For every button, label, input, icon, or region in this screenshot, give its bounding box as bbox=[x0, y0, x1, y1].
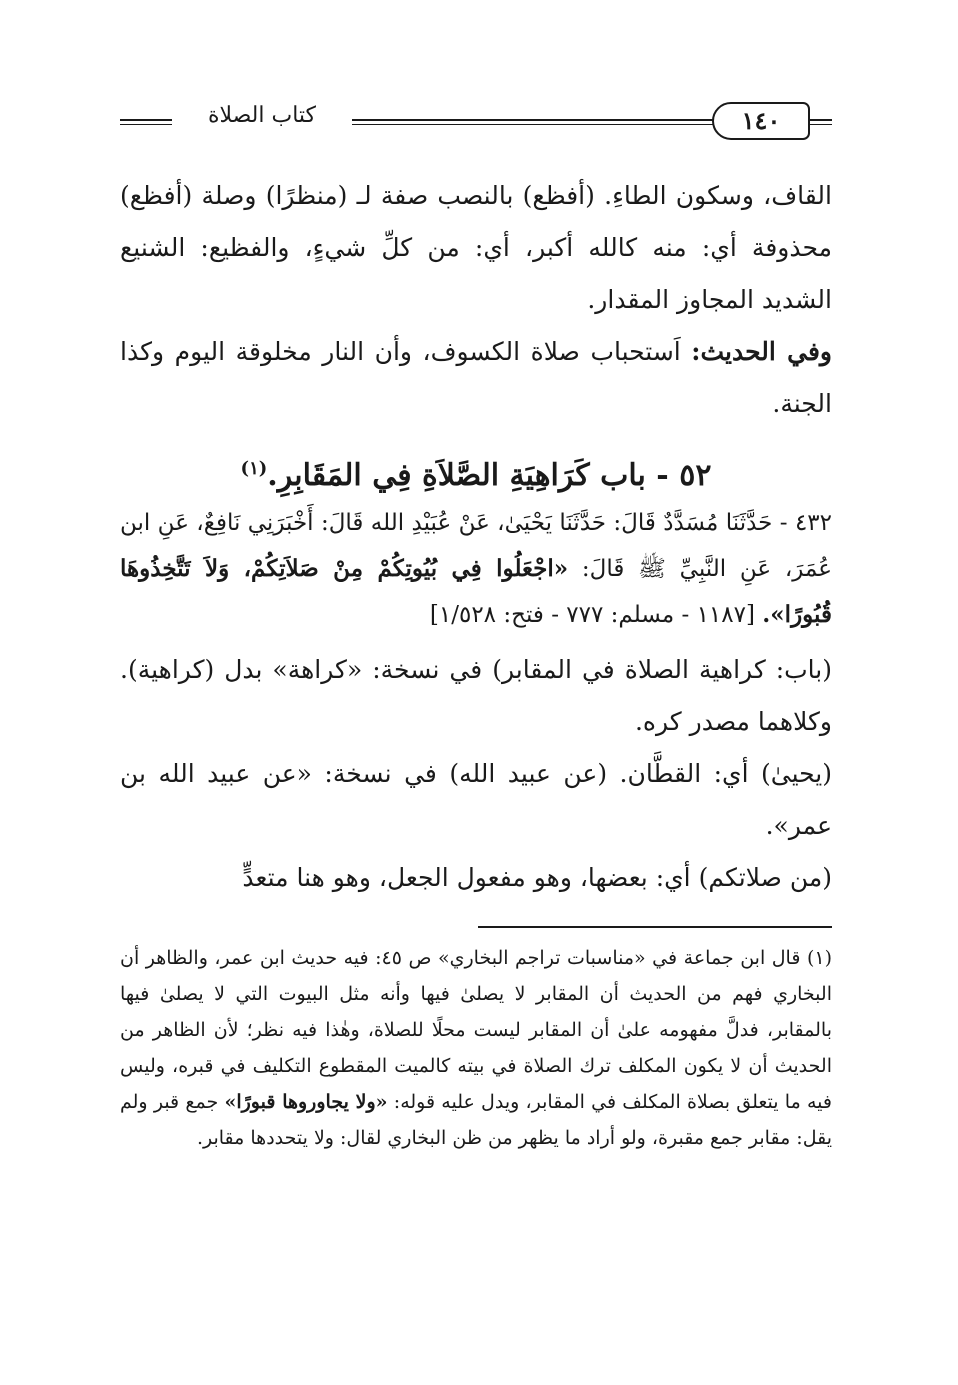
book-title: كتاب الصلاة bbox=[207, 103, 317, 128]
commentary-paragraph: (يحيىٰ) أي: القطَّان. (عن عبيد الله) في نسخة: «عن عبيد الله بن عمر». bbox=[120, 759, 832, 840]
paragraph-text: اَستحباب صلاة الكسوف، وأن النار مخلوقة اليوم وكذا الجنة. bbox=[120, 337, 832, 418]
header-rule-right bbox=[812, 119, 832, 125]
commentary-paragraph: القاف، وسكون الطاءِ. (أفظع) بالنصب صفة لـ (منظرًا) وصلة (أفظع) محذوفة أي: منه كالله أكبر، أي: من كلِّ شيءٍ، والفظيع: الشنيع الشديد المجاوز المقدار. bbox=[120, 181, 832, 314]
hadith-references: [١١٨٧ - مسلم: ٧٧٧ - فتح: ١/٥٢٨] bbox=[429, 602, 763, 628]
footnote-text: (١) قال ابن جماعة في «مناسبات تراجم البخاري» ص ٤٥: فيه حديث ابن عمر، والظاهر أن البخاري فهم من الحديث أن المقابر لا يصلىٰ فيها وأنه مثل البيوت التي لا يصلىٰ فيها بالمقابر، فدلَّ مفهومه علىٰ أن المقابر ليست محلًا للصلاة، وهٰذا فيه نظر؛ لأن الظاهر من الحديث أن لا يكون المكلف ترك الصلاة في بيته كالميت المقطوع التكليف في قبره، وليس فيه ما يتعلق بصلاة المكلف في المقابر، ويدل عليه قوله: bbox=[120, 947, 833, 1113]
hadith-matn: «اجْعَلُوا فِي بُيُوتِكُمْ مِنْ صَلاَتِكُمْ، وَلاَ تَتَّخِذُوهَا قُبُورًا». bbox=[120, 555, 832, 628]
footnote-marker: (١) bbox=[240, 458, 268, 479]
footnote-quote: «ولا يجاوروها قبورًا» bbox=[224, 1091, 388, 1113]
commentary-bottom bbox=[120, 644, 832, 904]
page-number: ١٤٠ bbox=[712, 102, 810, 140]
footnote-divider bbox=[478, 926, 832, 928]
section-lead: وفي الحديث: bbox=[691, 337, 833, 366]
header-rule-left bbox=[120, 119, 172, 125]
hadith-text bbox=[120, 500, 832, 638]
footnote bbox=[120, 940, 832, 1156]
commentary-paragraph: (باب: كراهية الصلاة في المقابر) في نسخة: «كراهة» بدل (كراهية). وكلاهما مصدر كره. bbox=[120, 655, 832, 736]
chapter-title: ٥٢ - باب كَرَاهِيَةِ الصَّلاَةِ فِي المَقَابِرِ. bbox=[267, 458, 712, 493]
commentary-paragraph: (من صلاتكم) أي: بعضها، وهو مفعول الجعل، وهو هنا متعدٍّ bbox=[242, 863, 832, 892]
hadith-isnad: ٤٣٢ - حَدَّثَنَا مُسَدَّدٌ قَالَ: حَدَّثَنَا يَحْيَىٰ، عَنْ عُبَيْدِ الله قَالَ: أَخْبَرَنِي نَافِعٌ، عَنِ ابن عُمَرَ، عَنِ النَّبِيِّ ﷺ قَالَ: bbox=[120, 510, 832, 582]
chapter-heading bbox=[120, 444, 832, 501]
footnote-text-end: جمع قبر ولم يقل: مقابر جمع مقبرة، ولو أراد ما يظهر من ظن البخاري لقال: ولا يتحددها مقابر. bbox=[120, 1091, 832, 1149]
commentary-paragraph bbox=[120, 326, 832, 430]
commentary-top bbox=[120, 170, 832, 430]
running-header bbox=[120, 100, 832, 146]
